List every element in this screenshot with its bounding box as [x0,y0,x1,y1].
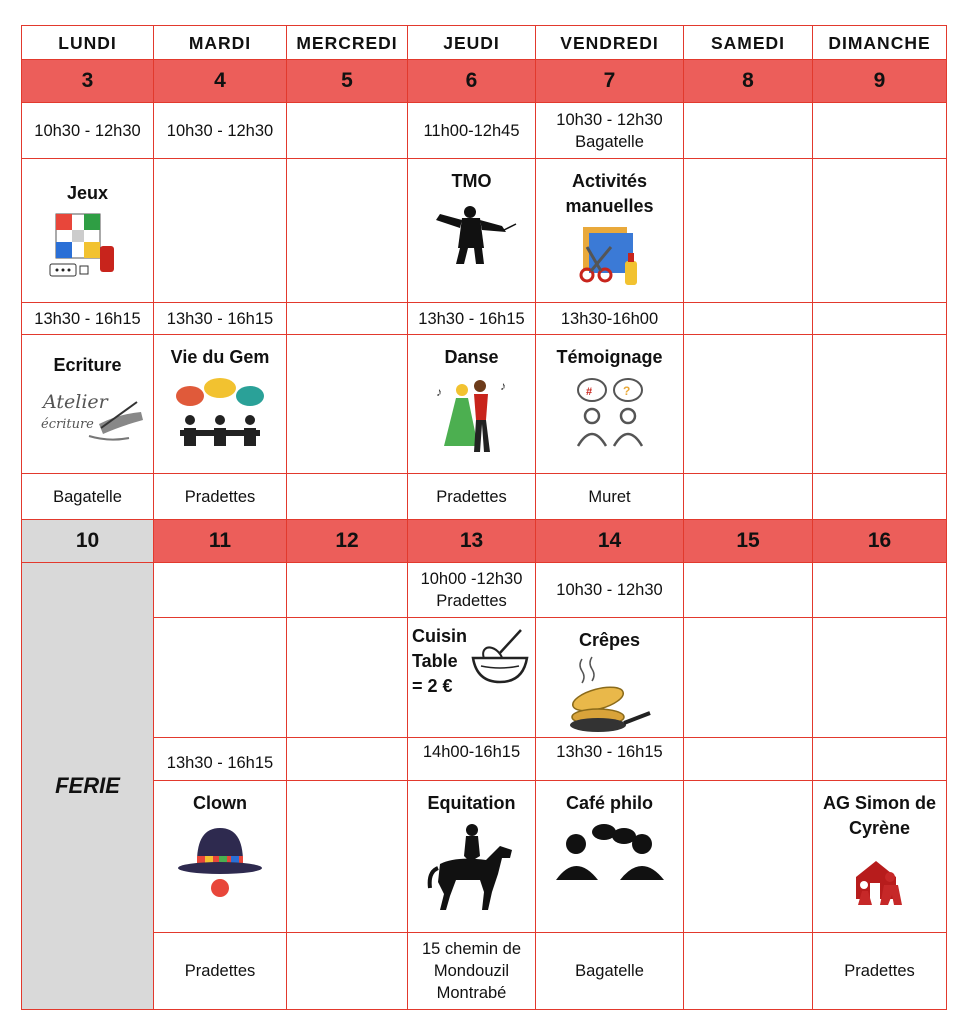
place-text: Pradettes [436,592,507,610]
ecriture-logo-text: écriture [40,417,94,432]
place-cell [535,473,684,520]
date-cell: 12 [286,519,408,563]
board-game-icon [48,212,128,278]
address-line: 15 chemin de [421,940,522,958]
empty-cell [153,562,287,618]
empty-cell [812,473,947,520]
activity-title: TMO [451,171,492,191]
activity-title: Danse [444,347,499,367]
svg-text:♪: ♪ [499,379,506,393]
time-text: 10h30 - 12h30 [34,121,141,140]
place-cell [153,932,287,1010]
time-cell [21,302,154,335]
day-header-mardi: MARDI [153,25,287,60]
empty-cell [683,473,813,520]
empty-cell [286,617,408,738]
activity-cafe-philo [535,780,684,933]
dancing-couple-icon [434,376,510,454]
place-cell [153,473,287,520]
time-cell [535,302,684,335]
activity-title: Clown [193,793,247,813]
date-cell: 4 [153,59,287,103]
svg-text:♪: ♪ [435,385,442,399]
empty-cell [683,334,813,474]
activity-cuisine [407,617,536,738]
empty-cell [153,158,287,303]
whisk-bowl-icon [469,624,531,684]
place-text: Muret [588,487,631,506]
empty-cell [812,334,947,474]
activity-title: Vie du Gem [170,347,270,367]
activity-title: Activités manuelles [565,171,654,216]
atelier-logo-text: Atelier [42,391,108,413]
place-text: Pradettes [844,962,915,980]
place-text: Pradettes [184,487,256,506]
activity-title [412,624,467,699]
price-line: = 2 € [412,676,453,696]
empty-cell [812,158,947,303]
address-line: Mondouzil [433,962,510,980]
activity-title: Ecriture [53,355,122,375]
time-text: 11h00-12h45 [423,121,520,140]
activity-jeux [21,158,154,303]
writing-workshop-icon [29,384,147,448]
time-text: 13h30 - 16h15 [166,754,274,772]
conversation-icon [554,822,666,882]
time-text: 14h00-16h15 [422,743,521,761]
time-cell [535,562,684,618]
activity-title: Témoignage [556,347,663,367]
place-text: Bagatelle [575,962,644,980]
activity-title: Equitation [427,793,516,813]
date-cell: 5 [286,59,408,103]
date-cell: 16 [812,519,947,563]
day-header-lundi: LUNDI [21,25,154,60]
time-text: 13h30 - 16h15 [556,743,663,761]
empty-cell [153,617,287,738]
activity-title: Jeux [66,183,109,203]
date-cell: 3 [21,59,154,103]
date-cell: 15 [683,519,813,563]
time-cell [407,737,536,781]
activity-title: Café philo [565,793,653,813]
date-cell: 7 [535,59,684,103]
time-cell [153,102,287,159]
time-text: 13h30 - 16h15 [166,309,274,328]
date-cell: 11 [153,519,287,563]
date-cell: 9 [812,59,947,103]
empty-cell [683,780,813,933]
svg-text:?: ? [622,384,630,398]
cuisine-line: Table [412,651,458,671]
time-text: 10h30 - 12h30 [166,121,274,140]
time-text: 13h30 - 16h15 [418,309,525,328]
activity-ecriture [21,334,154,474]
empty-cell [286,737,408,781]
time-text: 13h30 - 16h15 [34,309,141,328]
activity-tmo [407,158,536,303]
activity-title: Crêpes [578,630,641,650]
time-cell [407,102,536,159]
activity-title: AG Simon de Cyrène [822,793,936,838]
empty-cell [286,158,408,303]
empty-cell [683,562,813,618]
activity-manuelles [535,158,684,303]
empty-cell [683,737,813,781]
empty-cell [812,562,947,618]
time-text: 13h30-16h00 [560,309,659,328]
activity-clown [153,780,287,933]
crafts-icon [577,225,643,287]
time-cell [153,302,287,335]
time-cell [407,302,536,335]
day-header-mercredi: MERCREDI [286,25,408,60]
place-cell [407,932,536,1010]
meeting-icon [174,376,266,448]
activity-crepes [535,617,684,738]
date-cell: 13 [407,519,536,563]
place-cell [535,932,684,1010]
empty-cell [286,932,408,1010]
activity-equitation [407,780,536,933]
day-header-samedi: SAMEDI [683,25,813,60]
conductor-icon [426,200,518,266]
holiday-cell [21,562,154,1010]
place-text: Bagatelle [575,132,644,151]
empty-cell [286,102,408,159]
day-header-vendredi: VENDREDI [535,25,684,60]
time-cell [153,737,287,781]
date-cell-holiday: 10 [21,519,154,563]
empty-cell [812,302,947,335]
empty-cell [683,158,813,303]
place-text: Pradettes [436,487,507,506]
testimony-icon [570,376,650,450]
activity-danse [407,334,536,474]
activity-vie-du-gem [153,334,287,474]
time-cell [21,102,154,159]
time-text: 10h30 - 12h30 [556,581,663,599]
cuisine-line: Cuisin [412,626,468,646]
address-line: Montrabé [436,984,507,1002]
day-header-jeudi: JEUDI [407,25,536,60]
simon-de-cyrene-logo-icon [850,855,910,911]
activity-temoignage [535,334,684,474]
clown-hat-icon [175,822,265,902]
date-cell: 14 [535,519,684,563]
date-cell: 8 [683,59,813,103]
time-cell [535,737,684,781]
place-cell [407,473,536,520]
empty-cell [683,617,813,738]
date-cell: 6 [407,59,536,103]
empty-cell [812,617,947,738]
time-cell [407,562,536,618]
horse-rider-icon [426,822,518,912]
time-cell [535,102,684,159]
place-text: Bagatelle [53,487,122,506]
empty-cell [286,302,408,335]
crepe-pan-icon [568,655,652,733]
place-text: Pradettes [184,962,256,980]
empty-cell [683,932,813,1010]
empty-cell [812,737,947,781]
empty-cell [286,473,408,520]
time-text: 10h30 - 12h30 [556,110,663,129]
svg-text:#: # [585,386,592,398]
empty-cell [286,562,408,618]
empty-cell [286,334,408,474]
empty-cell [812,102,947,159]
activity-ag-simon [812,780,947,933]
holiday-label: FERIE [55,773,120,798]
time-text: 10h00 -12h30 [420,570,523,588]
place-cell [21,473,154,520]
empty-cell [683,102,813,159]
day-header-dimanche: DIMANCHE [812,25,947,60]
place-cell [812,932,947,1010]
empty-cell [286,780,408,933]
empty-cell [683,302,813,335]
